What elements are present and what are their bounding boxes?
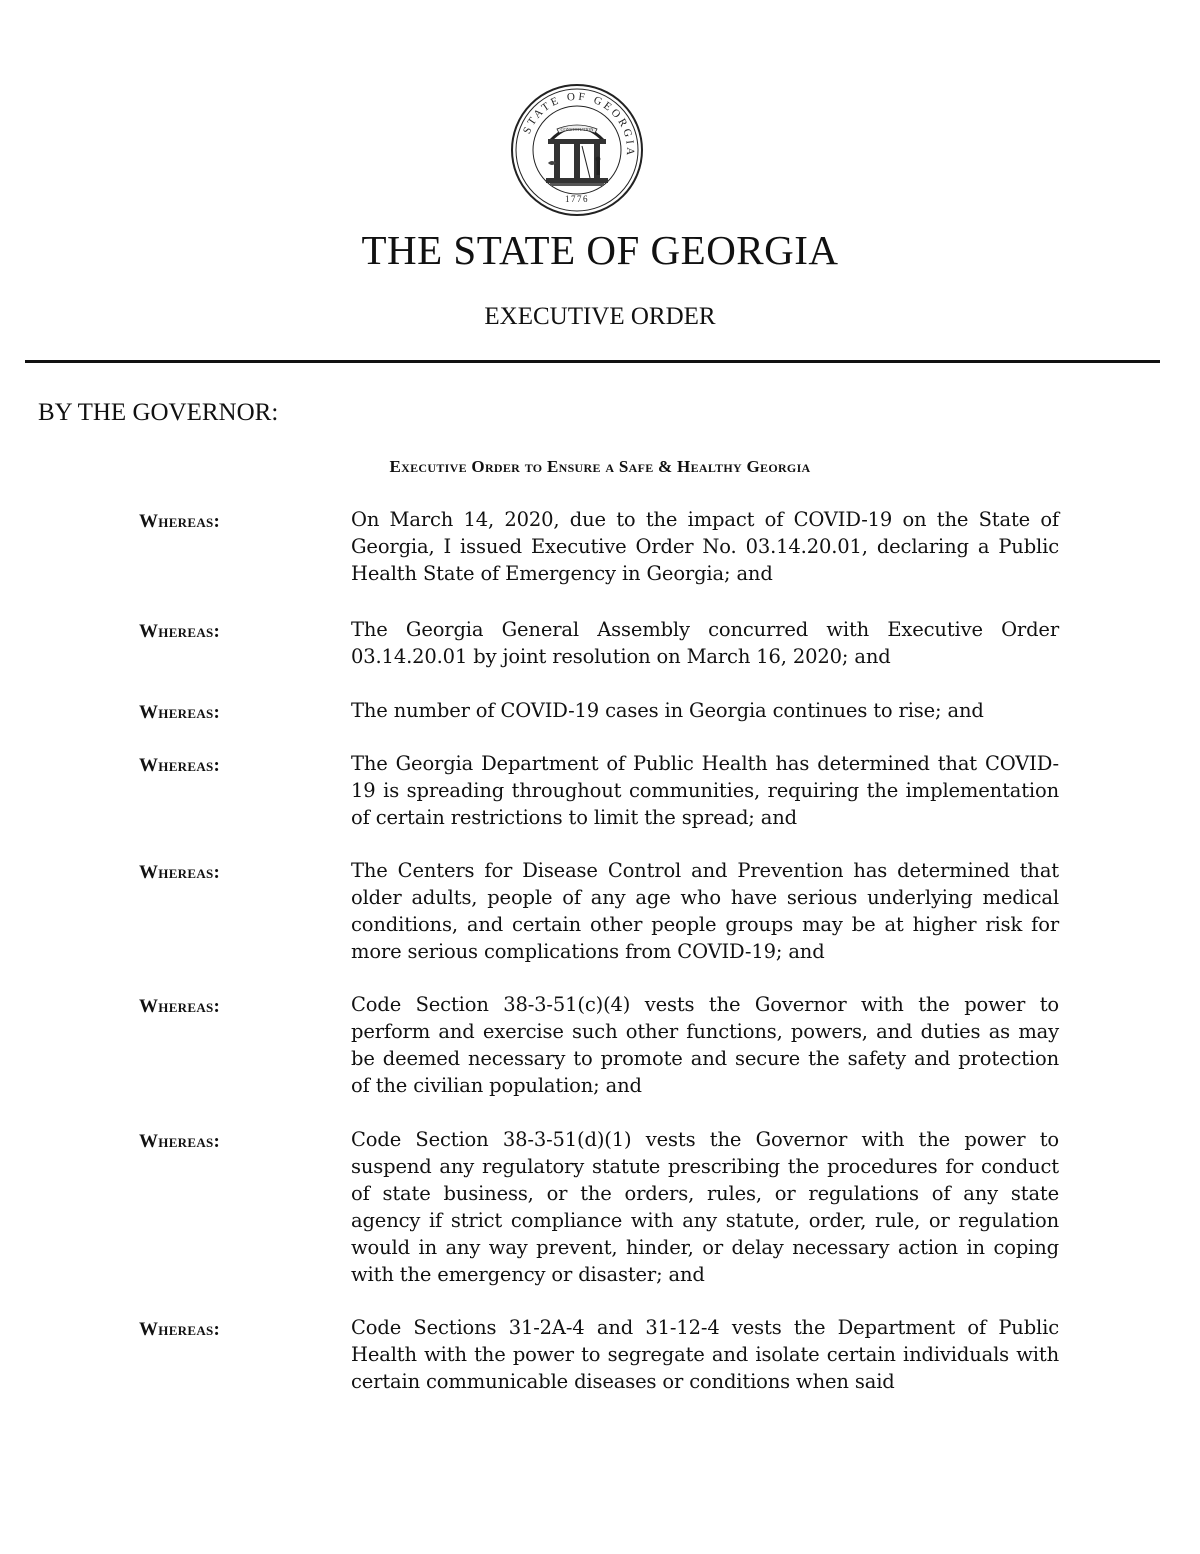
whereas-text: Code Sections 31-2A-4 and 31-12-4 vests the Department of Public Health with the power to segregate and isolate certain individuals with certain communicable diseases or conditions when said [351, 1316, 1059, 1393]
whereas-text: Code Section 38-3-51(d)(1) vests the Governor with the power to suspend any regulatory statute prescribing the procedures for conduct of state business, or the orders, rules, or regulations of any state agency if strict compliance with any statute, order, rule, or regulation would in any way prevent, hinder, or delay necessary action in coping with the emergency or disaster; and [351, 1128, 1059, 1286]
whereas-label: Whereas: [139, 755, 221, 776]
seal-ring-text: STATE OF GEORGIA [520, 90, 637, 159]
document-subtitle: EXECUTIVE ORDER [484, 303, 716, 330]
whereas-text: Code Section 38-3-51(c)(4) vests the Governor with the power to perform and exercise such other functions, powers, and duties as may be deemed necessary to promote and secure the safety and protection of the civilian population; and [351, 993, 1059, 1097]
whereas-label: Whereas: [139, 862, 221, 883]
whereas-text: The number of COVID-19 cases in Georgia continues to rise; and [351, 699, 984, 722]
whereas-label: Whereas: [139, 996, 221, 1017]
whereas-text: The Georgia General Assembly concurred with Executive Order 03.14.20.01 by joint resolution on March 16, 2020; and [351, 618, 1059, 668]
whereas-label: Whereas: [139, 621, 221, 642]
order-title: Executive Order to Ensure a Safe & Healthy Georgia [389, 457, 811, 476]
whereas-text: The Georgia Department of Public Health has determined that COVID-19 is spreading throughout communities, requiring the implementation of certain restrictions to limit the spread; and [351, 752, 1059, 829]
whereas-label: Whereas: [139, 702, 221, 723]
georgia-state-seal [510, 83, 644, 217]
whereas-label: Whereas: [139, 1319, 221, 1340]
whereas-text: On March 14, 2020, due to the impact of COVID-19 on the State of Georgia, I issued Executive Order No. 03.14.20.01, declaring a Public Health State of Emergency in Georgia; and [351, 508, 1059, 585]
seal-banner-text: CONSTITUTION [560, 127, 594, 132]
header-divider [25, 360, 1160, 363]
salutation: BY THE GOVERNOR: [38, 399, 279, 426]
whereas-text: The Centers for Disease Control and Prevention has determined that older adults, people of any age who have serious underlying medical conditions, and certain other people groups may be at higher risk for more serious complications from COVID-19; and [351, 859, 1059, 963]
whereas-label: Whereas: [139, 511, 221, 532]
document-title: THE STATE OF GEORGIA [361, 227, 839, 273]
seal-year: 1776 [565, 194, 589, 204]
whereas-label: Whereas: [139, 1131, 221, 1152]
